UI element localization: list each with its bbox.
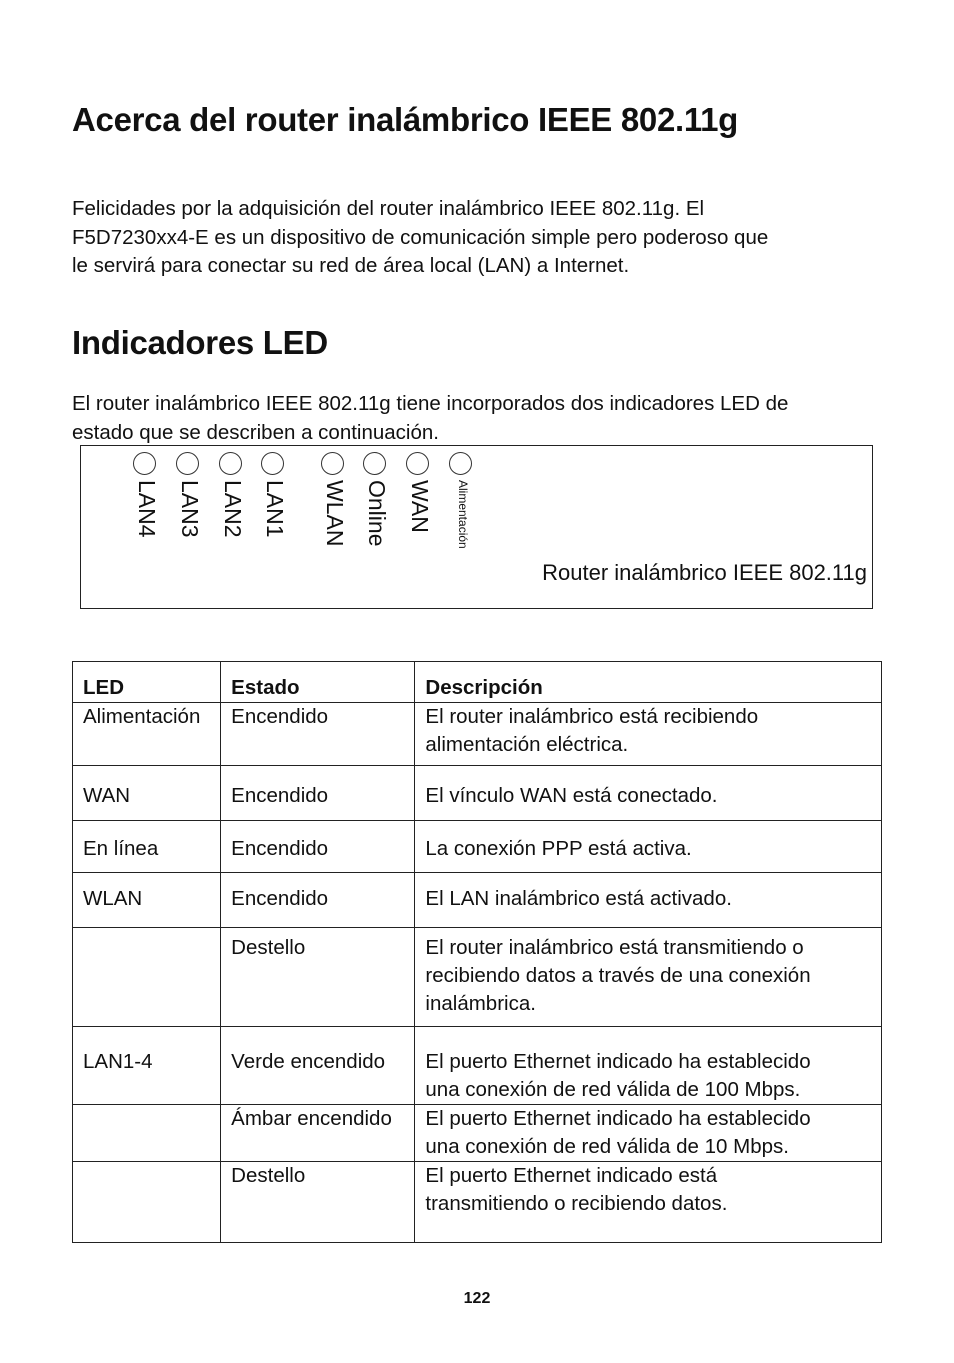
router-front-panel-diagram	[80, 445, 873, 609]
cell-state: Encendido	[221, 703, 415, 766]
cell-state: Destello	[221, 1162, 415, 1243]
cell-led	[73, 1162, 221, 1243]
table-row	[73, 766, 882, 821]
led-lan1-label: LAN1	[262, 480, 288, 538]
led-wlan-label: WLAN	[322, 480, 348, 547]
cell-state: Destello	[221, 928, 415, 1027]
led-lan4-label: LAN4	[134, 480, 160, 538]
desc-line: El LAN inalámbrico está activado.	[425, 887, 732, 910]
desc-line: El puerto Ethernet indicado está	[425, 1164, 718, 1187]
desc-line: El vínculo WAN está conectado.	[425, 784, 718, 807]
cell-description	[415, 766, 882, 821]
desc-line: una conexión de red válida de 100 Mbps.	[425, 1078, 801, 1101]
page-number: 122	[463, 1290, 491, 1307]
led-power-indicator	[449, 452, 472, 475]
cell-description	[415, 1162, 882, 1243]
cell-state: Encendido	[221, 766, 415, 821]
led-lan3-label: LAN3	[177, 480, 203, 538]
table-row	[73, 1105, 882, 1162]
desc-line: El router inalámbrico está recibiendo	[425, 705, 759, 728]
cell-description	[415, 821, 882, 873]
cell-state: Encendido	[221, 873, 415, 928]
page-title: Acerca del router inalámbrico IEEE 802.11g	[72, 101, 739, 138]
table-header-row	[73, 662, 882, 703]
panel-caption: Router inalámbrico IEEE 802.11g	[542, 560, 867, 585]
desc-line: El puerto Ethernet indicado ha establecido	[425, 1050, 811, 1073]
cell-state: Encendido	[221, 821, 415, 873]
led-lan4-indicator	[133, 452, 156, 475]
cell-led: LAN1-4	[73, 1027, 221, 1105]
cell-state: Verde encendido	[221, 1027, 415, 1105]
intro-paragraph	[72, 195, 892, 281]
cell-description	[415, 928, 882, 1027]
desc-line: La conexión PPP está activa.	[425, 837, 692, 860]
header-description: Descripción	[415, 662, 882, 703]
cell-description	[415, 1105, 882, 1162]
led-intro-line: estado que se describen a continuación.	[72, 420, 439, 444]
desc-line: El router inalámbrico está transmitiendo o	[425, 936, 804, 959]
cell-led	[73, 928, 221, 1027]
table-row	[73, 1027, 882, 1105]
table-row	[73, 873, 882, 928]
intro-line: le servirá para conectar su red de área local (LAN) a Internet.	[72, 254, 630, 277]
desc-line: El puerto Ethernet indicado ha establecido	[425, 1107, 811, 1130]
desc-line: alimentación eléctrica.	[425, 733, 629, 756]
table-row	[73, 821, 882, 873]
header-led: LED	[73, 662, 221, 703]
header-state: Estado	[221, 662, 415, 703]
table-row	[73, 703, 882, 766]
led-wan-label: WAN	[407, 480, 433, 533]
desc-line: recibiendo datos a través de una conexión	[425, 964, 811, 987]
led-online-label: Online	[364, 480, 390, 547]
cell-led: En línea	[73, 821, 221, 873]
intro-line: F5D7230xx4-E es un dispositivo de comunicación simple pero poderoso que	[72, 225, 769, 249]
cell-led: WLAN	[73, 873, 221, 928]
led-online-indicator	[363, 452, 386, 475]
led-power-label: Alimentación	[456, 480, 470, 549]
desc-line: inalámbrica.	[425, 992, 536, 1015]
led-lan2-indicator	[219, 452, 242, 475]
cell-led	[73, 1105, 221, 1162]
cell-led: Alimentación	[73, 703, 221, 766]
led-wlan-indicator	[321, 452, 344, 475]
desc-line: transmitiendo o recibiendo datos.	[425, 1192, 728, 1215]
led-lan3-indicator	[176, 452, 199, 475]
led-status-table	[72, 661, 882, 1243]
cell-description	[415, 703, 882, 766]
table-row	[73, 1162, 882, 1243]
intro-line: Felicidades por la adquisición del router inalámbrico IEEE 802.11g. El	[72, 197, 705, 220]
desc-line: una conexión de red válida de 10 Mbps.	[425, 1135, 789, 1158]
table-row	[73, 928, 882, 1027]
led-lan2-label: LAN2	[220, 480, 246, 538]
led-lan1-indicator	[261, 452, 284, 475]
cell-led: WAN	[73, 766, 221, 821]
cell-description	[415, 873, 882, 928]
cell-state: Ámbar encendido	[221, 1105, 415, 1162]
led-intro-paragraph	[72, 390, 892, 447]
led-wan-indicator	[406, 452, 429, 475]
section-title-led: Indicadores LED	[72, 324, 328, 361]
led-intro-line: El router inalámbrico IEEE 802.11g tiene incorporados dos indicadores LED de	[72, 392, 789, 415]
cell-description	[415, 1027, 882, 1105]
